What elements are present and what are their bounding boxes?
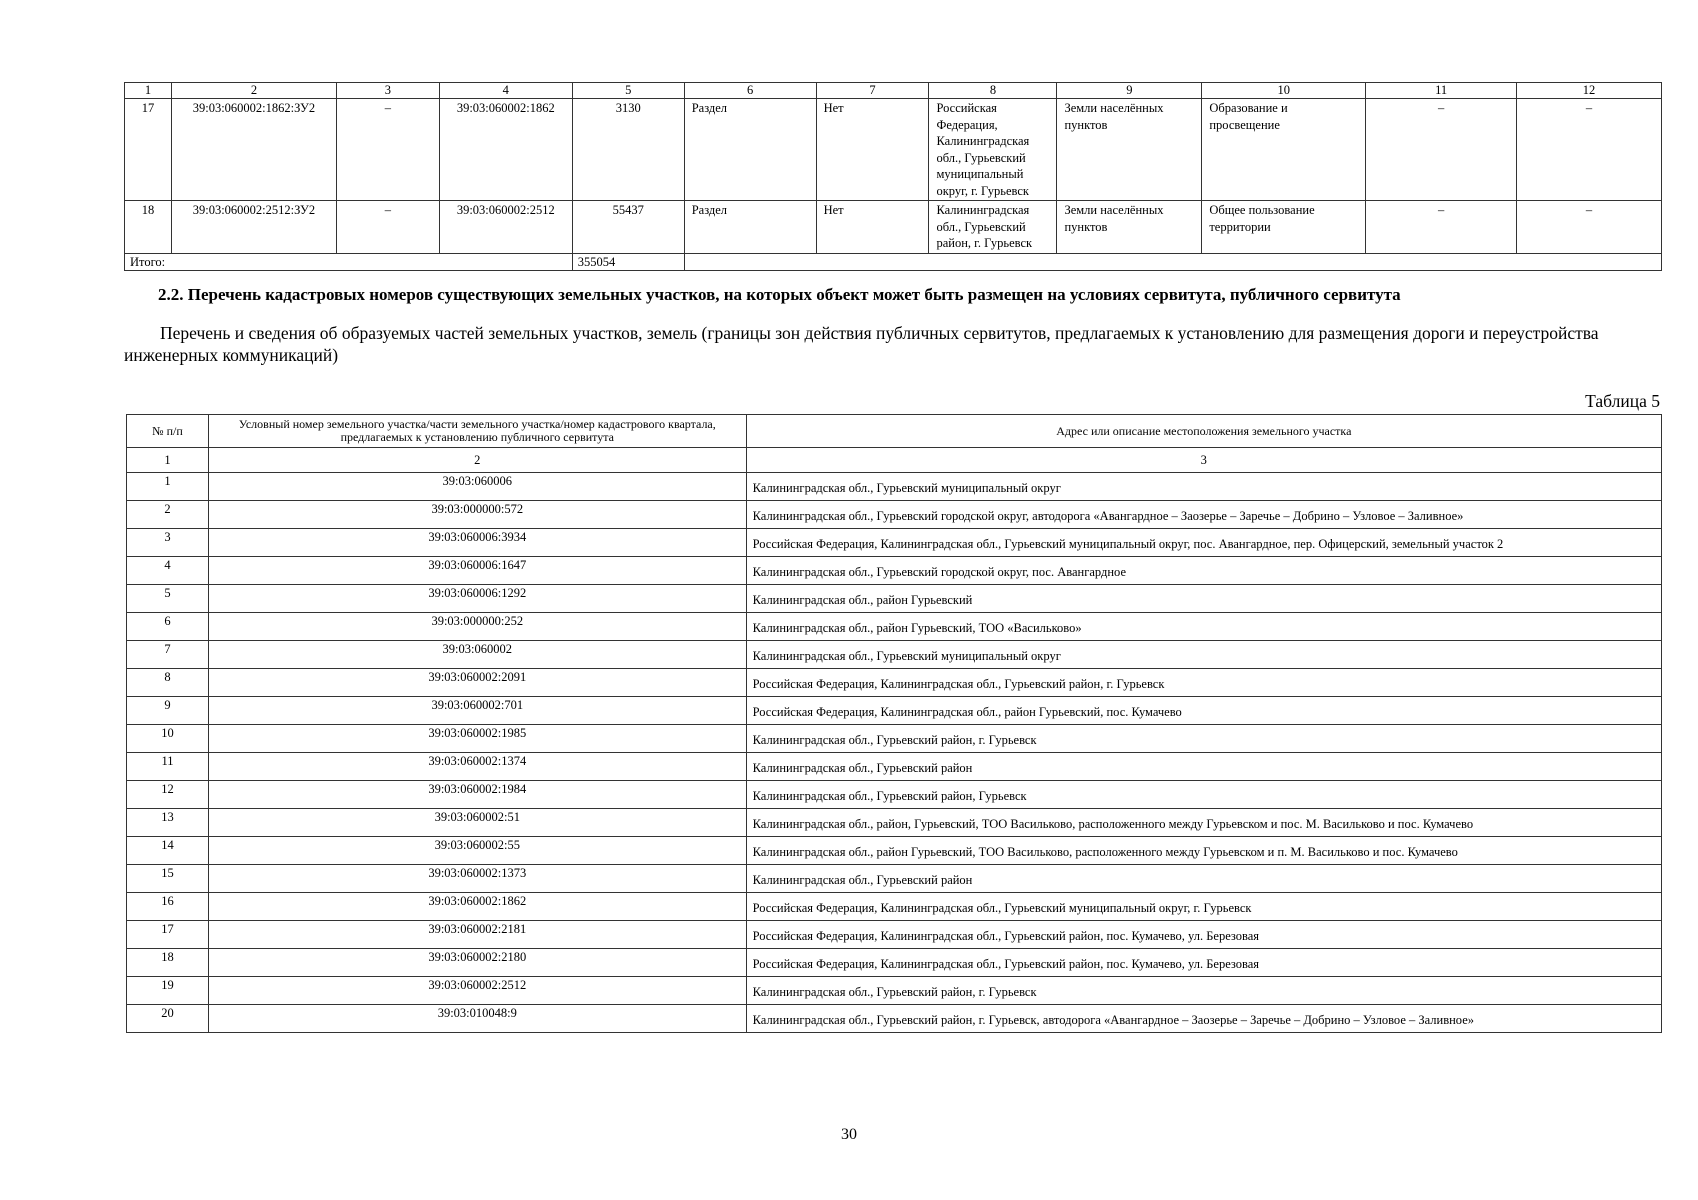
table-row	[127, 949, 1662, 977]
plot-address: Российская Федерация, Калининградская обл., Гурьевский муниципальный округ, пос. Авангардное, пер. Офицерский, земельный участок 2	[746, 529, 1661, 557]
table-row	[127, 697, 1662, 725]
table-row	[127, 809, 1662, 837]
column-number: 6	[684, 83, 816, 99]
plot-cadastral-number: 39:03:060002:2180	[208, 949, 746, 977]
table-row	[125, 99, 1662, 201]
plot-address: Российская Федерация, Калининградская обл., Гурьевский район, пос. Кумачево, ул. Березовая	[746, 921, 1661, 949]
plot-cadastral-number: 39:03:060002:51	[208, 809, 746, 837]
plot-cadastral-number: 39:03:060002:2091	[208, 669, 746, 697]
column-number: 7	[816, 83, 929, 99]
source-cadastral-number: 39:03:060002:2512	[439, 201, 572, 254]
plot-address: Калининградская обл., Гурьевский район, г. Гурьевск	[746, 725, 1661, 753]
plot-cadastral-number: 39:03:060002:55	[208, 837, 746, 865]
row-index: 16	[127, 893, 209, 921]
row-index: 18	[125, 201, 172, 254]
cell-value: Нет	[816, 99, 929, 201]
plot-address: Калининградская обл., Гурьевский муниципальный округ	[746, 641, 1661, 669]
header-plot-number: Условный номер земельного участка/части земельного участка/номер кадастрового квартала, предлагаемых к установлению публичного сервитута	[208, 415, 746, 448]
plot-cadastral-number: 39:03:060006:1647	[208, 557, 746, 585]
table-row	[125, 201, 1662, 254]
plot-address: Калининградская обл., район Гурьевский, ТОО Васильково, расположенного между Гурьевском и п. М. Васильково и пос. Кумачево	[746, 837, 1661, 865]
column-number: 2	[208, 448, 746, 473]
section-heading: 2.2. Перечень кадастровых номеров существующих земельных участков, на которых объект может быть размещен на условиях сервитута, публичного сервитута	[158, 285, 1401, 304]
plot-address: Калининградская обл., район, Гурьевский, ТОО Васильково, расположенного между Гурьевском и пос. М. Васильково и пос. Кумачево	[746, 809, 1661, 837]
plot-cadastral-number: 39:03:060002:1373	[208, 865, 746, 893]
total-empty-cell	[684, 253, 1661, 271]
plot-cadastral-number: 39:03:060002:2512	[208, 977, 746, 1005]
plot-cadastral-number: 39:03:060002:1374	[208, 753, 746, 781]
table-row	[127, 781, 1662, 809]
total-row	[125, 253, 1662, 271]
row-index: 9	[127, 697, 209, 725]
plot-address: Калининградская обл., Гурьевский район, г. Гурьевск, автодорога «Авангардное – Заозерье – Заречье – Добрино – Узловое – Заливное»	[746, 1005, 1661, 1033]
table-header-row	[127, 415, 1662, 448]
row-index: 11	[127, 753, 209, 781]
plot-cadastral-number: 39:03:060002:1984	[208, 781, 746, 809]
table-row	[127, 921, 1662, 949]
plot-address: Калининградская обл., Гурьевский район	[746, 753, 1661, 781]
cell-dash: –	[1517, 99, 1662, 201]
column-number: 12	[1517, 83, 1662, 99]
row-index: 14	[127, 837, 209, 865]
row-index: 6	[127, 613, 209, 641]
row-index: 5	[127, 585, 209, 613]
row-index: 13	[127, 809, 209, 837]
table-row	[127, 753, 1662, 781]
row-index: 2	[127, 501, 209, 529]
row-index: 18	[127, 949, 209, 977]
row-index: 17	[127, 921, 209, 949]
plot-address: Российская Федерация, Калининградская обл., Гурьевский район, пос. Кумачево, ул. Березовая	[746, 949, 1661, 977]
plot-cadastral-number: 39:03:060006:3934	[208, 529, 746, 557]
plot-cadastral-number: 39:03:060002:2181	[208, 921, 746, 949]
column-number: 4	[439, 83, 572, 99]
plot-cadastral-number: 39:03:060002:701	[208, 697, 746, 725]
table-body	[127, 473, 1662, 1033]
cell-dash: –	[336, 201, 439, 254]
table-row	[127, 501, 1662, 529]
cell-dash: –	[1366, 201, 1517, 254]
plot-address: Калининградская обл., Гурьевский район	[746, 865, 1661, 893]
row-index: 10	[127, 725, 209, 753]
cell-value: Нет	[816, 201, 929, 254]
column-number: 9	[1057, 83, 1202, 99]
table-row	[127, 557, 1662, 585]
row-index: 3	[127, 529, 209, 557]
plot-cadastral-number: 39:03:060002:1862	[208, 893, 746, 921]
public-servitude-table	[126, 414, 1662, 1033]
plot-cadastral-number: 39:03:060006	[208, 473, 746, 501]
plot-cadastral-number: 39:03:060002:1985	[208, 725, 746, 753]
column-number: 1	[125, 83, 172, 99]
row-index: 15	[127, 865, 209, 893]
plot-address: Калининградская обл., район Гурьевский	[746, 585, 1661, 613]
total-value: 355054	[572, 253, 684, 271]
table-row	[127, 613, 1662, 641]
plot-address: Калининградская обл., Гурьевский район, Гурьевск	[746, 781, 1661, 809]
total-label: Итого:	[125, 253, 573, 271]
plot-area: 55437	[572, 201, 684, 254]
section-paragraph: Перечень и сведения об образуемых частей земельных участков, земель (границы зон действия публичных сервитутов, предлагаемых к установлению для размещения дороги и переустройства инженерных коммуникаций)	[124, 323, 1599, 365]
table-caption: Таблица 5	[1585, 391, 1660, 411]
plot-number: 39:03:060002:2512:ЗУ2	[171, 201, 336, 254]
row-index: 17	[125, 99, 172, 201]
plot-cadastral-number: 39:03:010048:9	[208, 1005, 746, 1033]
row-index: 1	[127, 473, 209, 501]
plot-address: Российская Федерация, Калининградская обл., Гурьевский муниципальный округ, г. Гурьевск	[746, 893, 1661, 921]
permitted-use: Общее пользование территории	[1202, 201, 1366, 254]
formation-method: Раздел	[684, 99, 816, 201]
row-index: 19	[127, 977, 209, 1005]
plot-address: Калининградская обл., Гурьевский муниципальный округ	[746, 473, 1661, 501]
plot-cadastral-number: 39:03:060006:1292	[208, 585, 746, 613]
plot-address: Российская Федерация, Калининградская обл., Гурьевский муниципальный округ, г. Гурьевск	[929, 99, 1057, 201]
row-index: 8	[127, 669, 209, 697]
cell-dash: –	[336, 99, 439, 201]
table-row	[127, 893, 1662, 921]
cell-dash: –	[1366, 99, 1517, 201]
column-number: 3	[336, 83, 439, 99]
formation-method: Раздел	[684, 201, 816, 254]
table-row	[127, 865, 1662, 893]
column-number-row	[127, 448, 1662, 473]
table-row	[127, 977, 1662, 1005]
table-row	[127, 1005, 1662, 1033]
land-category: Земли населённых пунктов	[1057, 99, 1202, 201]
table-row	[127, 473, 1662, 501]
land-category: Земли населённых пунктов	[1057, 201, 1202, 254]
plot-address: Калининградская обл., Гурьевский район, г. Гурьевск	[929, 201, 1057, 254]
plot-cadastral-number: 39:03:060002	[208, 641, 746, 669]
table-row	[127, 641, 1662, 669]
land-plots-table-continued	[124, 82, 1662, 271]
table-row	[127, 585, 1662, 613]
column-number: 1	[127, 448, 209, 473]
cell-dash: –	[1517, 201, 1662, 254]
table-row	[127, 837, 1662, 865]
column-number-row	[125, 83, 1662, 99]
column-number: 2	[171, 83, 336, 99]
plot-address: Калининградская обл., Гурьевский городской округ, автодорога «Авангардное – Заозерье – Заречье – Добрино – Узловое – Заливное»	[746, 501, 1661, 529]
table-row	[127, 529, 1662, 557]
plot-cadastral-number: 39:03:000000:252	[208, 613, 746, 641]
column-number: 10	[1202, 83, 1366, 99]
table-row	[127, 669, 1662, 697]
page-number: 30	[841, 1126, 857, 1143]
row-index: 20	[127, 1005, 209, 1033]
plot-address: Калининградская обл., Гурьевский городской округ, пос. Авангардное	[746, 557, 1661, 585]
plot-cadastral-number: 39:03:000000:572	[208, 501, 746, 529]
plot-address: Российская Федерация, Калининградская обл., Гурьевский район, г. Гурьевск	[746, 669, 1661, 697]
table-row	[127, 725, 1662, 753]
column-number: 3	[746, 448, 1661, 473]
plot-address: Калининградская обл., район Гурьевский, ТОО «Васильково»	[746, 613, 1661, 641]
plot-address: Калининградская обл., Гурьевский район, г. Гурьевск	[746, 977, 1661, 1005]
plot-number: 39:03:060002:1862:ЗУ2	[171, 99, 336, 201]
header-index: № п/п	[127, 415, 209, 448]
row-index: 7	[127, 641, 209, 669]
row-index: 4	[127, 557, 209, 585]
plot-address: Российская Федерация, Калининградская обл., район Гурьевский, пос. Кумачево	[746, 697, 1661, 725]
row-index: 12	[127, 781, 209, 809]
column-number: 8	[929, 83, 1057, 99]
permitted-use: Образование и просвещение	[1202, 99, 1366, 201]
column-number: 11	[1366, 83, 1517, 99]
header-address: Адрес или описание местоположения земельного участка	[746, 415, 1661, 448]
plot-area: 3130	[572, 99, 684, 201]
column-number: 5	[572, 83, 684, 99]
source-cadastral-number: 39:03:060002:1862	[439, 99, 572, 201]
